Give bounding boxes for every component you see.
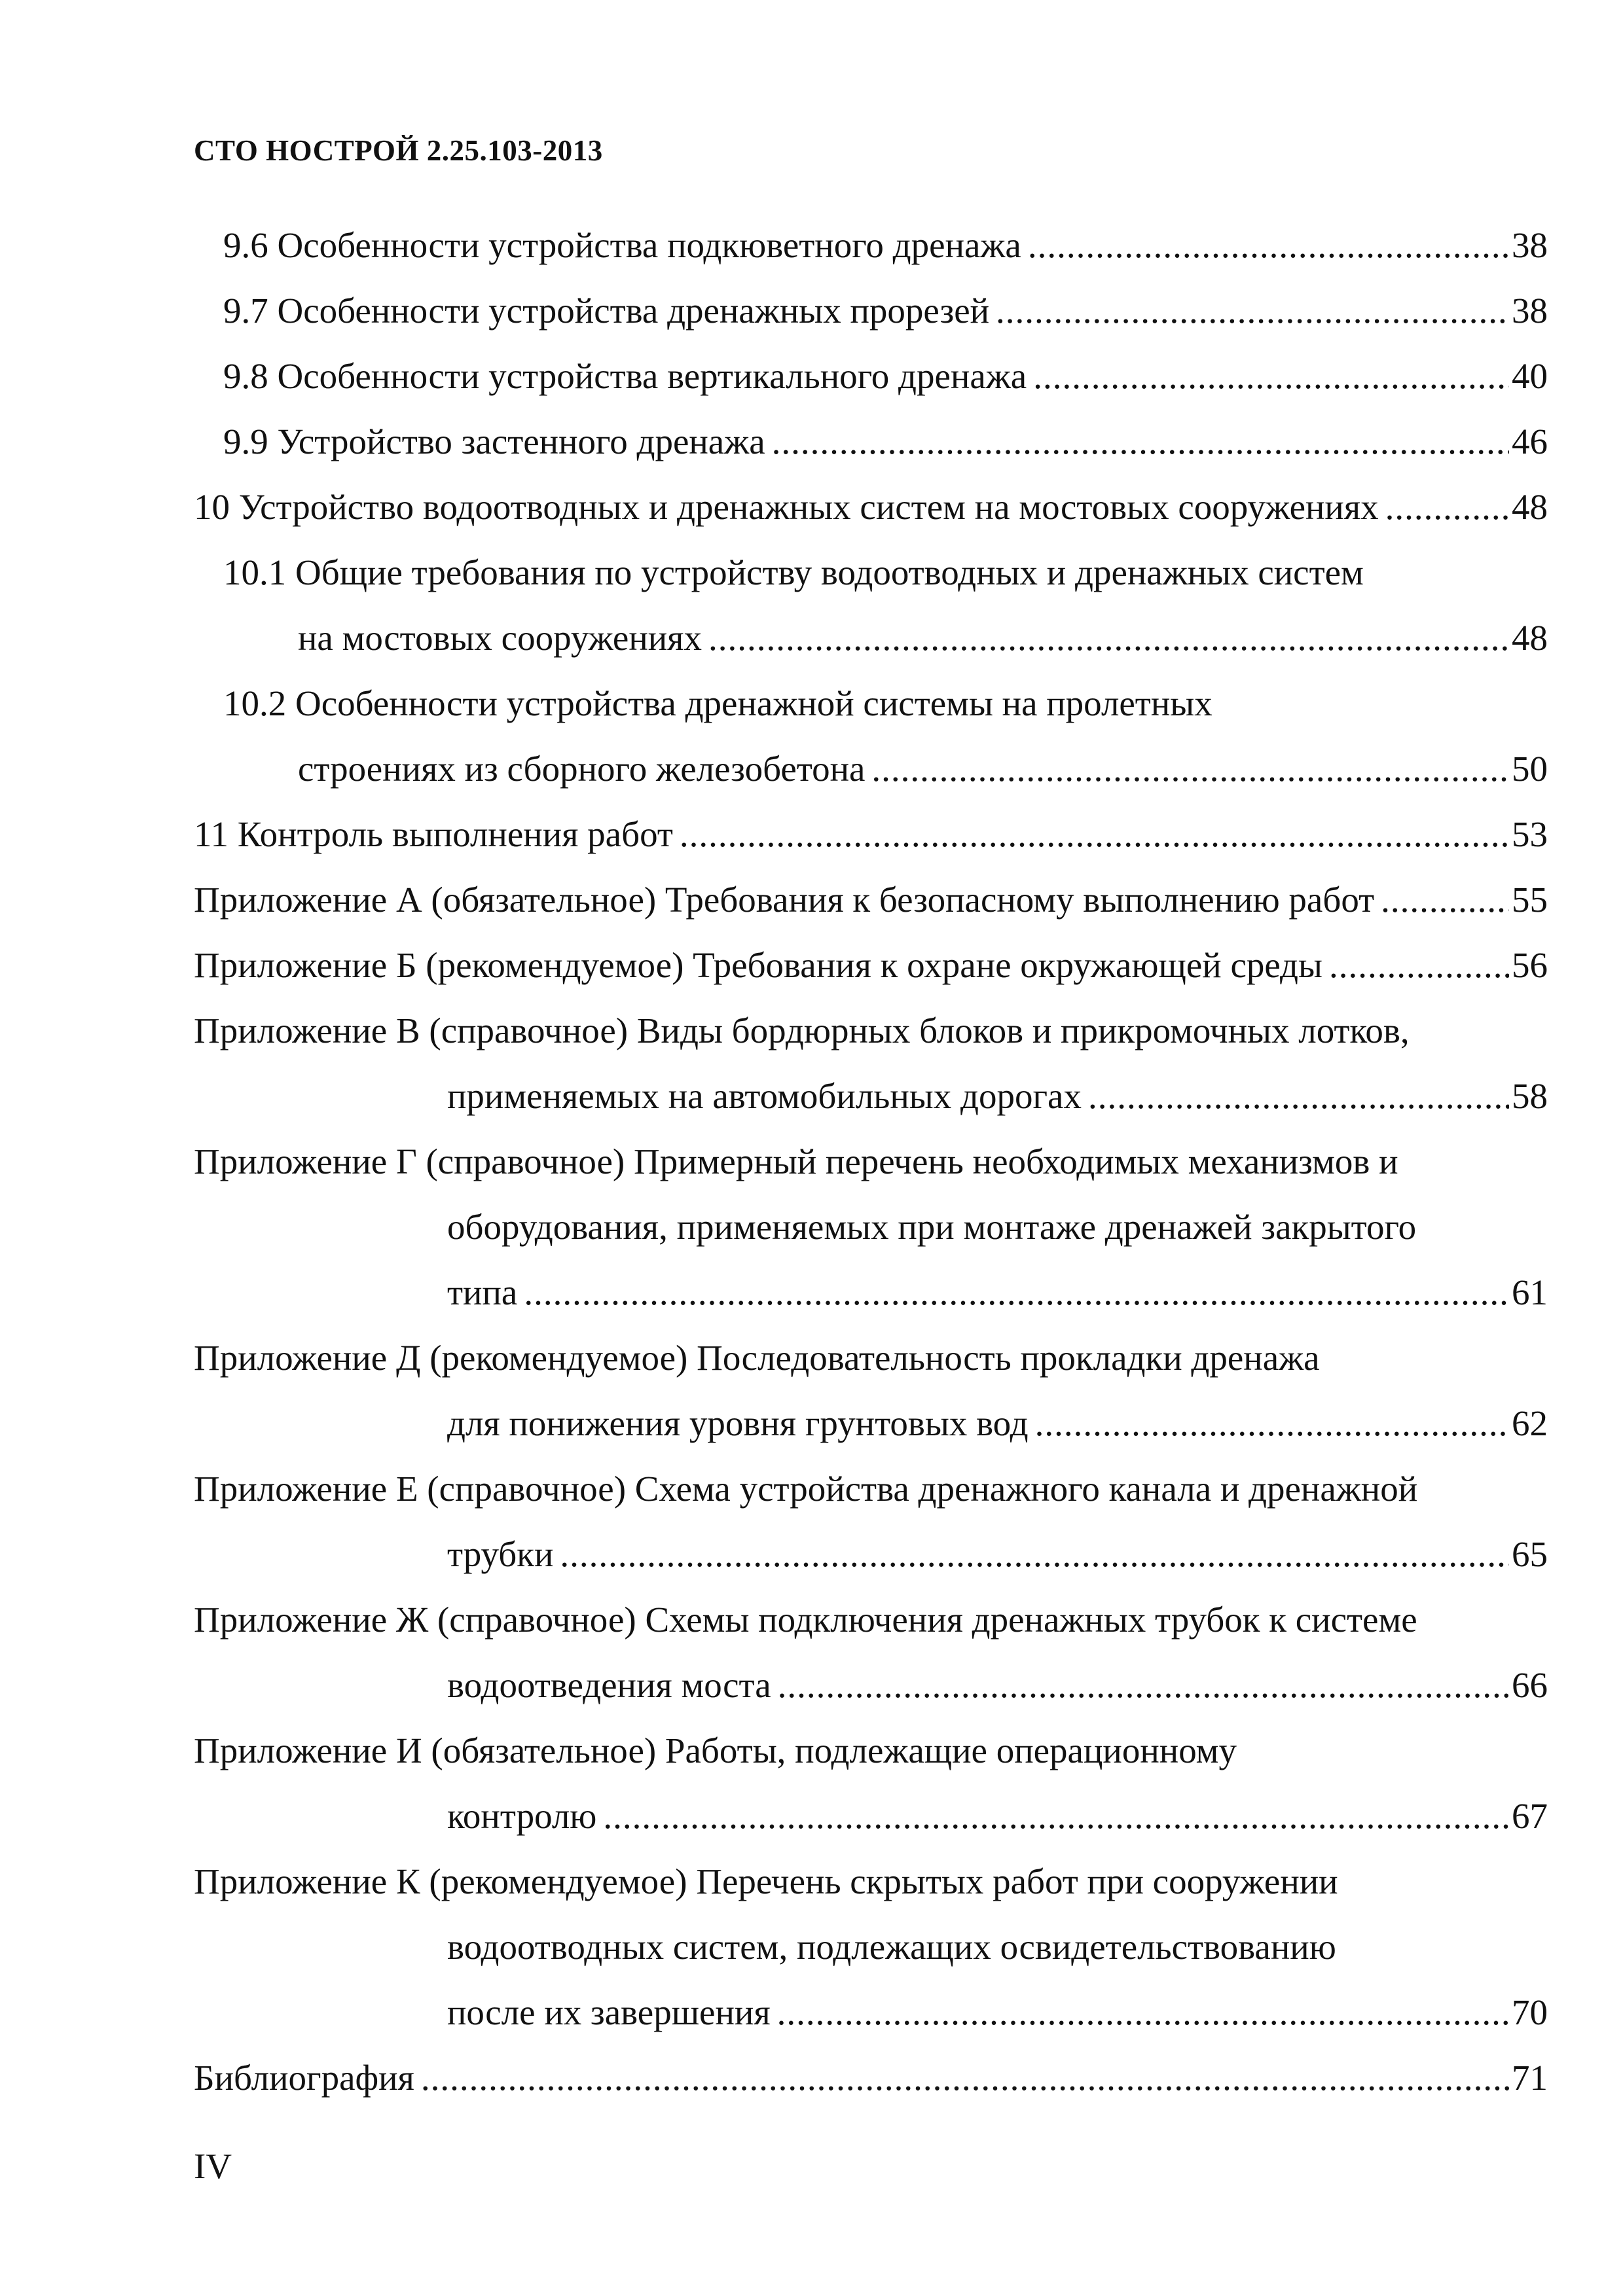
toc-entry-page: 48 [1512, 618, 1548, 658]
toc-entry-title: Приложение И (обязательное) Работы, подлежащие операционному [194, 1731, 1237, 1770]
toc-entry-line[interactable] [223, 681, 1623, 726]
toc-entry-title: строениях из сборного железобетона [298, 749, 866, 789]
toc-entry-page: 61 [1512, 1272, 1548, 1312]
toc-entry-page: 40 [1512, 356, 1548, 396]
toc-entry-title: применяемых на автомобильных дорогах [447, 1076, 1082, 1116]
toc-entry-line[interactable] [447, 1204, 1623, 1250]
toc-entry-title: 10 Устройство водоотводных и дренажных систем на мостовых сооружениях [194, 487, 1379, 527]
toc-leader-dots [524, 1270, 1509, 1316]
toc-entry-line[interactable] [194, 1335, 1623, 1381]
toc-leader-dots [680, 812, 1509, 857]
toc-entry-line[interactable] [223, 550, 1623, 596]
toc-entry-title: Библиография [194, 2058, 414, 2098]
toc-entry-line[interactable] [194, 1859, 1623, 1905]
toc-entry-title: Приложение Г (справочное) Примерный перечень необходимых механизмов и [194, 1141, 1398, 1181]
toc-entry-title: типа [447, 1272, 518, 1312]
toc-entry[interactable] [0, 419, 1548, 465]
toc-entry-page: 67 [1512, 1796, 1548, 1836]
toc-entry[interactable] [0, 1793, 1548, 1839]
toc-entry[interactable] [0, 746, 1548, 792]
toc-entry-page: 62 [1512, 1403, 1548, 1443]
toc-entry-page: 70 [1512, 1992, 1548, 2032]
toc-entry-page: 66 [1512, 1665, 1548, 1705]
toc-entry[interactable] [0, 2055, 1548, 2101]
toc-entry[interactable] [0, 812, 1548, 857]
toc-leader-dots [1088, 1073, 1509, 1119]
toc-entry-title: 9.9 Устройство застенного дренажа [223, 422, 765, 461]
toc-entry-title: 10.1 Общие требования по устройству водоотводных и дренажных систем [223, 552, 1364, 592]
toc-entry-title: Приложение Е (справочное) Схема устройства дренажного канала и дренажной [194, 1469, 1418, 1509]
toc-entry[interactable] [0, 484, 1548, 530]
toc-entry-title: Приложение Ж (справочное) Схемы подключения дренажных трубок к системе [194, 1600, 1417, 1640]
toc-entry-line[interactable] [194, 1728, 1623, 1774]
toc-entry-title: для понижения уровня грунтовых вод [447, 1403, 1029, 1443]
toc-leader-dots [421, 2055, 1509, 2101]
toc-leader-dots [1385, 484, 1509, 530]
toc-leader-dots [996, 288, 1509, 334]
toc-entry-line[interactable] [194, 1008, 1623, 1054]
toc-entry-title: трубки [447, 1534, 554, 1574]
toc-leader-dots [1381, 877, 1509, 923]
toc-entry-title: водоотводных систем, подлежащих освидетельствованию [447, 1927, 1336, 1967]
toc-entry-title: Приложение Б (рекомендуемое) Требования к охране окружающей среды [194, 945, 1322, 985]
toc-entry-page: 50 [1512, 749, 1548, 789]
toc-entry-page: 38 [1512, 225, 1548, 265]
toc-leader-dots [560, 1532, 1509, 1577]
toc-entry[interactable] [0, 223, 1548, 268]
toc-entry-title: водоотведения моста [447, 1665, 771, 1705]
toc-entry-title: контролю [447, 1796, 597, 1836]
toc-entry-title: Приложение Д (рекомендуемое) Последовательность прокладки дренажа [194, 1338, 1320, 1378]
toc-entry-page: 65 [1512, 1534, 1548, 1574]
toc-entry-title: Приложение К (рекомендуемое) Перечень скрытых работ при сооружении [194, 1861, 1338, 1901]
toc-entry-page: 53 [1512, 814, 1548, 854]
toc-entry-page: 58 [1512, 1076, 1548, 1116]
toc-entry[interactable] [0, 353, 1548, 399]
toc-leader-dots [777, 1990, 1509, 2036]
toc-entry[interactable] [0, 1532, 1548, 1577]
toc-entry[interactable] [0, 1662, 1548, 1708]
toc-entry-line[interactable] [194, 1466, 1623, 1512]
toc-entry[interactable] [0, 877, 1548, 923]
toc-entry[interactable] [0, 288, 1548, 334]
toc-leader-dots [1035, 1401, 1509, 1446]
toc-entry[interactable] [0, 1073, 1548, 1119]
toc-entry-title: оборудования, применяемых при монтаже дренажей закрытого [447, 1207, 1417, 1247]
toc-entry-page: 46 [1512, 422, 1548, 461]
toc-entry-line[interactable] [194, 1139, 1623, 1185]
toc-leader-dots [778, 1662, 1509, 1708]
toc-entry[interactable] [0, 942, 1548, 988]
toc-leader-dots [1329, 942, 1509, 988]
toc-entry-page: 71 [1512, 2058, 1548, 2098]
toc-leader-dots [708, 615, 1509, 661]
toc-entry-title: 9.8 Особенности устройства вертикального дренажа [223, 356, 1027, 396]
toc-entry-page: 38 [1512, 291, 1548, 331]
page-number: IV [194, 2146, 232, 2186]
toc-entry-line[interactable] [194, 1597, 1623, 1643]
toc-entry[interactable] [0, 1270, 1548, 1316]
toc-leader-dots [1033, 353, 1509, 399]
toc-leader-dots [1028, 223, 1509, 268]
toc-entry-title: на мостовых сооружениях [298, 618, 702, 658]
toc-entry-title: 11 Контроль выполнения работ [194, 814, 673, 854]
toc-entry-title: Приложение В (справочное) Виды бордюрных блоков и прикромочных лотков, [194, 1011, 1410, 1050]
toc-leader-dots [772, 419, 1509, 465]
toc-entry-title: после их завершения [447, 1992, 771, 2032]
toc-entry[interactable] [0, 615, 1548, 661]
toc-entry-title: 9.7 Особенности устройства дренажных прорезей [223, 291, 990, 331]
toc-entry-page: 56 [1512, 945, 1548, 985]
toc-entry-title: 10.2 Особенности устройства дренажной системы на пролетных [223, 683, 1213, 723]
toc-leader-dots [871, 746, 1509, 792]
document-header: СТО НОСТРОЙ 2.25.103-2013 [194, 134, 603, 167]
toc-entry-page: 55 [1512, 880, 1548, 920]
toc-leader-dots [603, 1793, 1509, 1839]
toc-entry-line[interactable] [447, 1924, 1623, 1970]
toc-entry-title: 9.6 Особенности устройства подкюветного дренажа [223, 225, 1021, 265]
toc-entry[interactable] [0, 1990, 1548, 2036]
toc-entry[interactable] [0, 1401, 1548, 1446]
toc-entry-page: 48 [1512, 487, 1548, 527]
toc-entry-title: Приложение А (обязательное) Требования к безопасному выполнению работ [194, 880, 1375, 920]
